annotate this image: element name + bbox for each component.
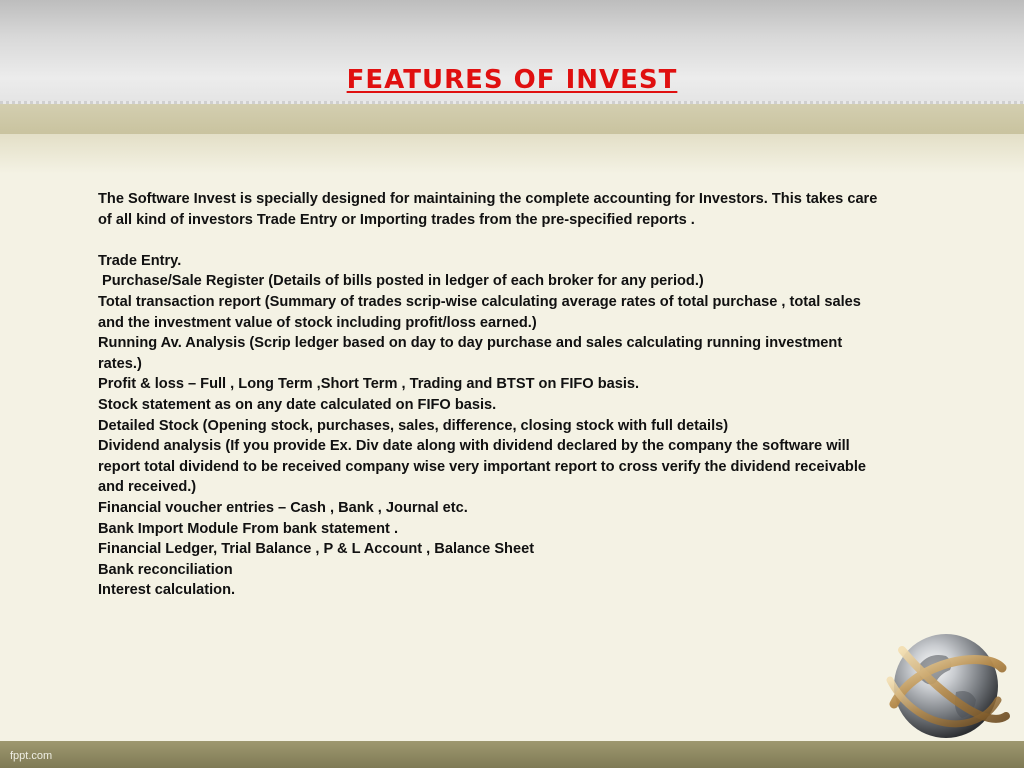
feature-item: Purchase/Sale Register (Details of bills posted in ledger of each broker for any period.) bbox=[102, 273, 704, 290]
footer-site-label: fppt.com bbox=[10, 750, 53, 762]
feature-item: Dividend analysis (If you provide Ex. Div date along with dividend declared by the company the software will report total dividend to be received company wise very important report to cross verify the dividend receivable and received.) bbox=[98, 438, 867, 496]
feature-item: Stock statement as on any date calculated on FIFO basis. bbox=[98, 396, 497, 413]
intro-paragraph: The Software Invest is specially designed for maintaining the complete accounting for Investors. This takes care of all kind of investors Trade Entry or Importing trades from the pre-specified reports . bbox=[98, 191, 878, 228]
slide-title-text: FEATURES OF INVEST bbox=[346, 65, 678, 95]
paragraph-gap bbox=[98, 230, 878, 251]
accent-band bbox=[0, 104, 1024, 134]
accent-fade bbox=[0, 134, 1024, 174]
feature-item: Trade Entry. bbox=[98, 252, 182, 269]
feature-item: Running Av. Analysis (Scrip ledger based on day to day purchase and sales calculating running investment rates.) bbox=[98, 335, 843, 372]
feature-item: Interest calculation. bbox=[98, 582, 236, 599]
feature-item: Detailed Stock (Opening stock, purchases, sales, difference, closing stock with full details) bbox=[98, 417, 729, 434]
feature-item: Financial Ledger, Trial Balance , P & L Account , Balance Sheet bbox=[98, 541, 535, 558]
feature-item: Bank reconciliation bbox=[98, 561, 233, 578]
slide-body bbox=[98, 189, 878, 601]
feature-item: Total transaction report (Summary of trades scrip-wise calculating average rates of total purchase , total sales and the investment value of stock including profit/loss earned.) bbox=[98, 293, 861, 331]
feature-item: Profit & loss – Full , Long Term ,Short Term , Trading and BTST on FIFO basis. bbox=[98, 376, 640, 393]
slide-title bbox=[0, 64, 1024, 96]
globe-icon bbox=[876, 620, 1016, 755]
feature-item: Financial voucher entries – Cash , Bank , Journal etc. bbox=[98, 499, 468, 516]
feature-item: Bank Import Module From bank statement . bbox=[98, 520, 399, 537]
footer-bar bbox=[0, 741, 1024, 768]
